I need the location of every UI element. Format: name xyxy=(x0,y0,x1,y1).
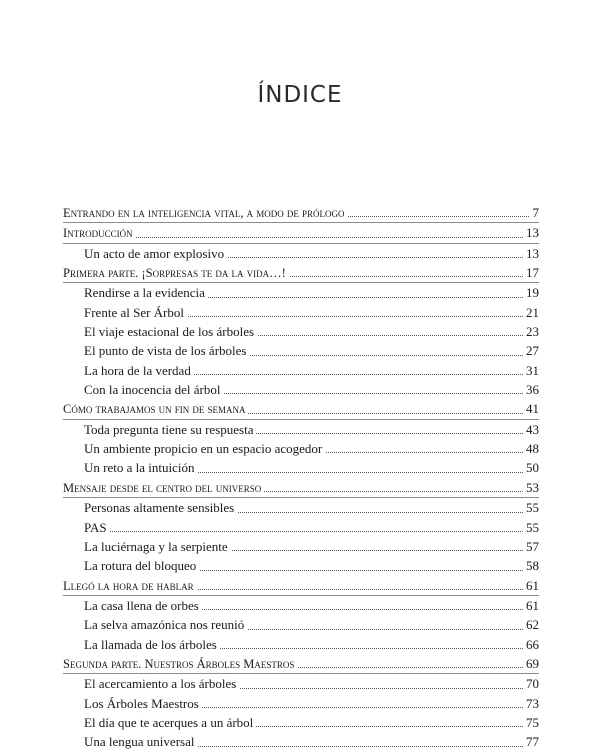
toc-page-number: 75 xyxy=(523,713,539,732)
toc-entry-title: Los Árboles Maestros xyxy=(84,696,202,711)
toc-section-entry xyxy=(63,203,539,223)
toc-dot-leader xyxy=(84,531,539,532)
toc-page-number: 61 xyxy=(523,596,539,615)
toc-subsection-entry xyxy=(63,615,539,634)
toc-page-number: 19 xyxy=(523,283,539,302)
toc-page-number: 23 xyxy=(523,322,539,341)
toc-page-number: 62 xyxy=(523,615,539,634)
toc-entry-title: Con la inocencia del árbol xyxy=(84,382,223,397)
toc-subsection-entry xyxy=(63,556,539,575)
toc-entry-title: Frente al Ser Árbol xyxy=(84,305,187,320)
toc-entry-title: Entrando en la inteligencia vital, a modo de prólogo xyxy=(63,206,348,220)
toc-page-number: 66 xyxy=(523,635,539,654)
toc-page-number: 55 xyxy=(523,518,539,537)
toc-entry-title: Un ambiente propicio en un espacio acogedor xyxy=(84,441,325,456)
toc-page-number: 48 xyxy=(523,439,539,458)
page-title: ÍNDICE xyxy=(257,82,343,108)
toc-entry-title: La hora de la verdad xyxy=(84,363,194,378)
toc-entry-title: Mensaje desde el centro del universo xyxy=(63,481,264,495)
toc-entry-title: Personas altamente sensibles xyxy=(84,500,237,515)
toc-section-entry xyxy=(63,478,539,498)
toc-subsection-entry xyxy=(63,732,539,751)
toc-entry-title: La llamada de los árboles xyxy=(84,637,220,652)
toc-page-number: 27 xyxy=(523,341,539,360)
toc-section-entry xyxy=(63,223,539,243)
toc-entry-title: Primera parte. ¡Sorpresas te da la vida…! xyxy=(63,266,289,280)
toc-entry-title: Llegó la hora de hablar xyxy=(63,579,197,593)
toc-subsection-entry xyxy=(63,380,539,399)
toc-page-number: 55 xyxy=(523,498,539,517)
toc-subsection-entry xyxy=(63,361,539,380)
toc-entry-title: La rotura del bloqueo xyxy=(84,558,199,573)
toc-section-entry xyxy=(63,263,539,283)
toc-subsection-entry xyxy=(63,420,539,439)
toc-subsection-entry xyxy=(63,303,539,322)
toc-subsection-entry xyxy=(63,518,539,537)
toc-page-number: 73 xyxy=(523,694,539,713)
toc-page-number: 61 xyxy=(523,576,539,595)
toc-entry-title: Rendirse a la evidencia xyxy=(84,285,208,300)
toc-section-entry xyxy=(63,654,539,674)
toc-entry-title: El acercamiento a los árboles xyxy=(84,676,239,691)
toc-entry-title: Segunda parte. Nuestros Árboles Maestros xyxy=(63,657,297,671)
toc-page-number: 17 xyxy=(523,263,539,282)
toc-subsection-entry xyxy=(63,283,539,302)
toc-subsection-entry xyxy=(63,458,539,477)
toc-page-number: 57 xyxy=(523,537,539,556)
toc-entry-title: La luciérnaga y la serpiente xyxy=(84,539,231,554)
toc-page-number: 13 xyxy=(523,244,539,263)
toc-page-number: 13 xyxy=(523,223,539,242)
toc-section-entry xyxy=(63,399,539,419)
toc-subsection-entry xyxy=(63,439,539,458)
toc-entry-title: Introducción xyxy=(63,226,136,240)
toc-subsection-entry xyxy=(63,694,539,713)
toc-entry-title: El día que te acerques a un árbol xyxy=(84,715,256,730)
toc-entry-title: Una lengua universal xyxy=(84,734,197,749)
toc-subsection-entry xyxy=(63,498,539,517)
toc-entry-title: PAS xyxy=(84,520,110,535)
toc-page-number: 58 xyxy=(523,556,539,575)
toc-page-number: 70 xyxy=(523,674,539,693)
toc-entry-title: Un acto de amor explosivo xyxy=(84,246,227,261)
toc-page-number: 77 xyxy=(523,732,539,751)
toc-page-number: 21 xyxy=(523,303,539,322)
toc-entry-title: El punto de vista de los árboles xyxy=(84,343,249,358)
toc-page-number: 69 xyxy=(523,654,539,673)
toc-entry-title: El viaje estacional de los árboles xyxy=(84,324,257,339)
toc-subsection-entry xyxy=(63,244,539,263)
toc-subsection-entry xyxy=(63,596,539,615)
toc-page-number: 7 xyxy=(530,203,540,222)
toc-entry-title: Cómo trabajamos un fin de semana xyxy=(63,402,248,416)
toc-page-number: 53 xyxy=(523,478,539,497)
toc-subsection-entry xyxy=(63,537,539,556)
toc-page-number: 36 xyxy=(523,380,539,399)
toc-subsection-entry xyxy=(63,713,539,732)
toc-page-number: 41 xyxy=(523,399,539,418)
toc-page-number: 31 xyxy=(523,361,539,380)
toc-subsection-entry xyxy=(63,322,539,341)
toc-entry-title: Toda pregunta tiene su respuesta xyxy=(84,422,256,437)
toc-section-entry xyxy=(63,576,539,596)
toc-entry-title: Un reto a la intuición xyxy=(84,460,197,475)
toc-entry-title: La casa llena de orbes xyxy=(84,598,202,613)
toc-entry-title: La selva amazónica nos reunió xyxy=(84,617,247,632)
toc-subsection-entry xyxy=(63,635,539,654)
table-of-contents xyxy=(63,203,539,752)
toc-subsection-entry xyxy=(63,674,539,693)
toc-page-number: 43 xyxy=(523,420,539,439)
toc-page-number: 50 xyxy=(523,458,539,477)
toc-subsection-entry xyxy=(63,341,539,360)
